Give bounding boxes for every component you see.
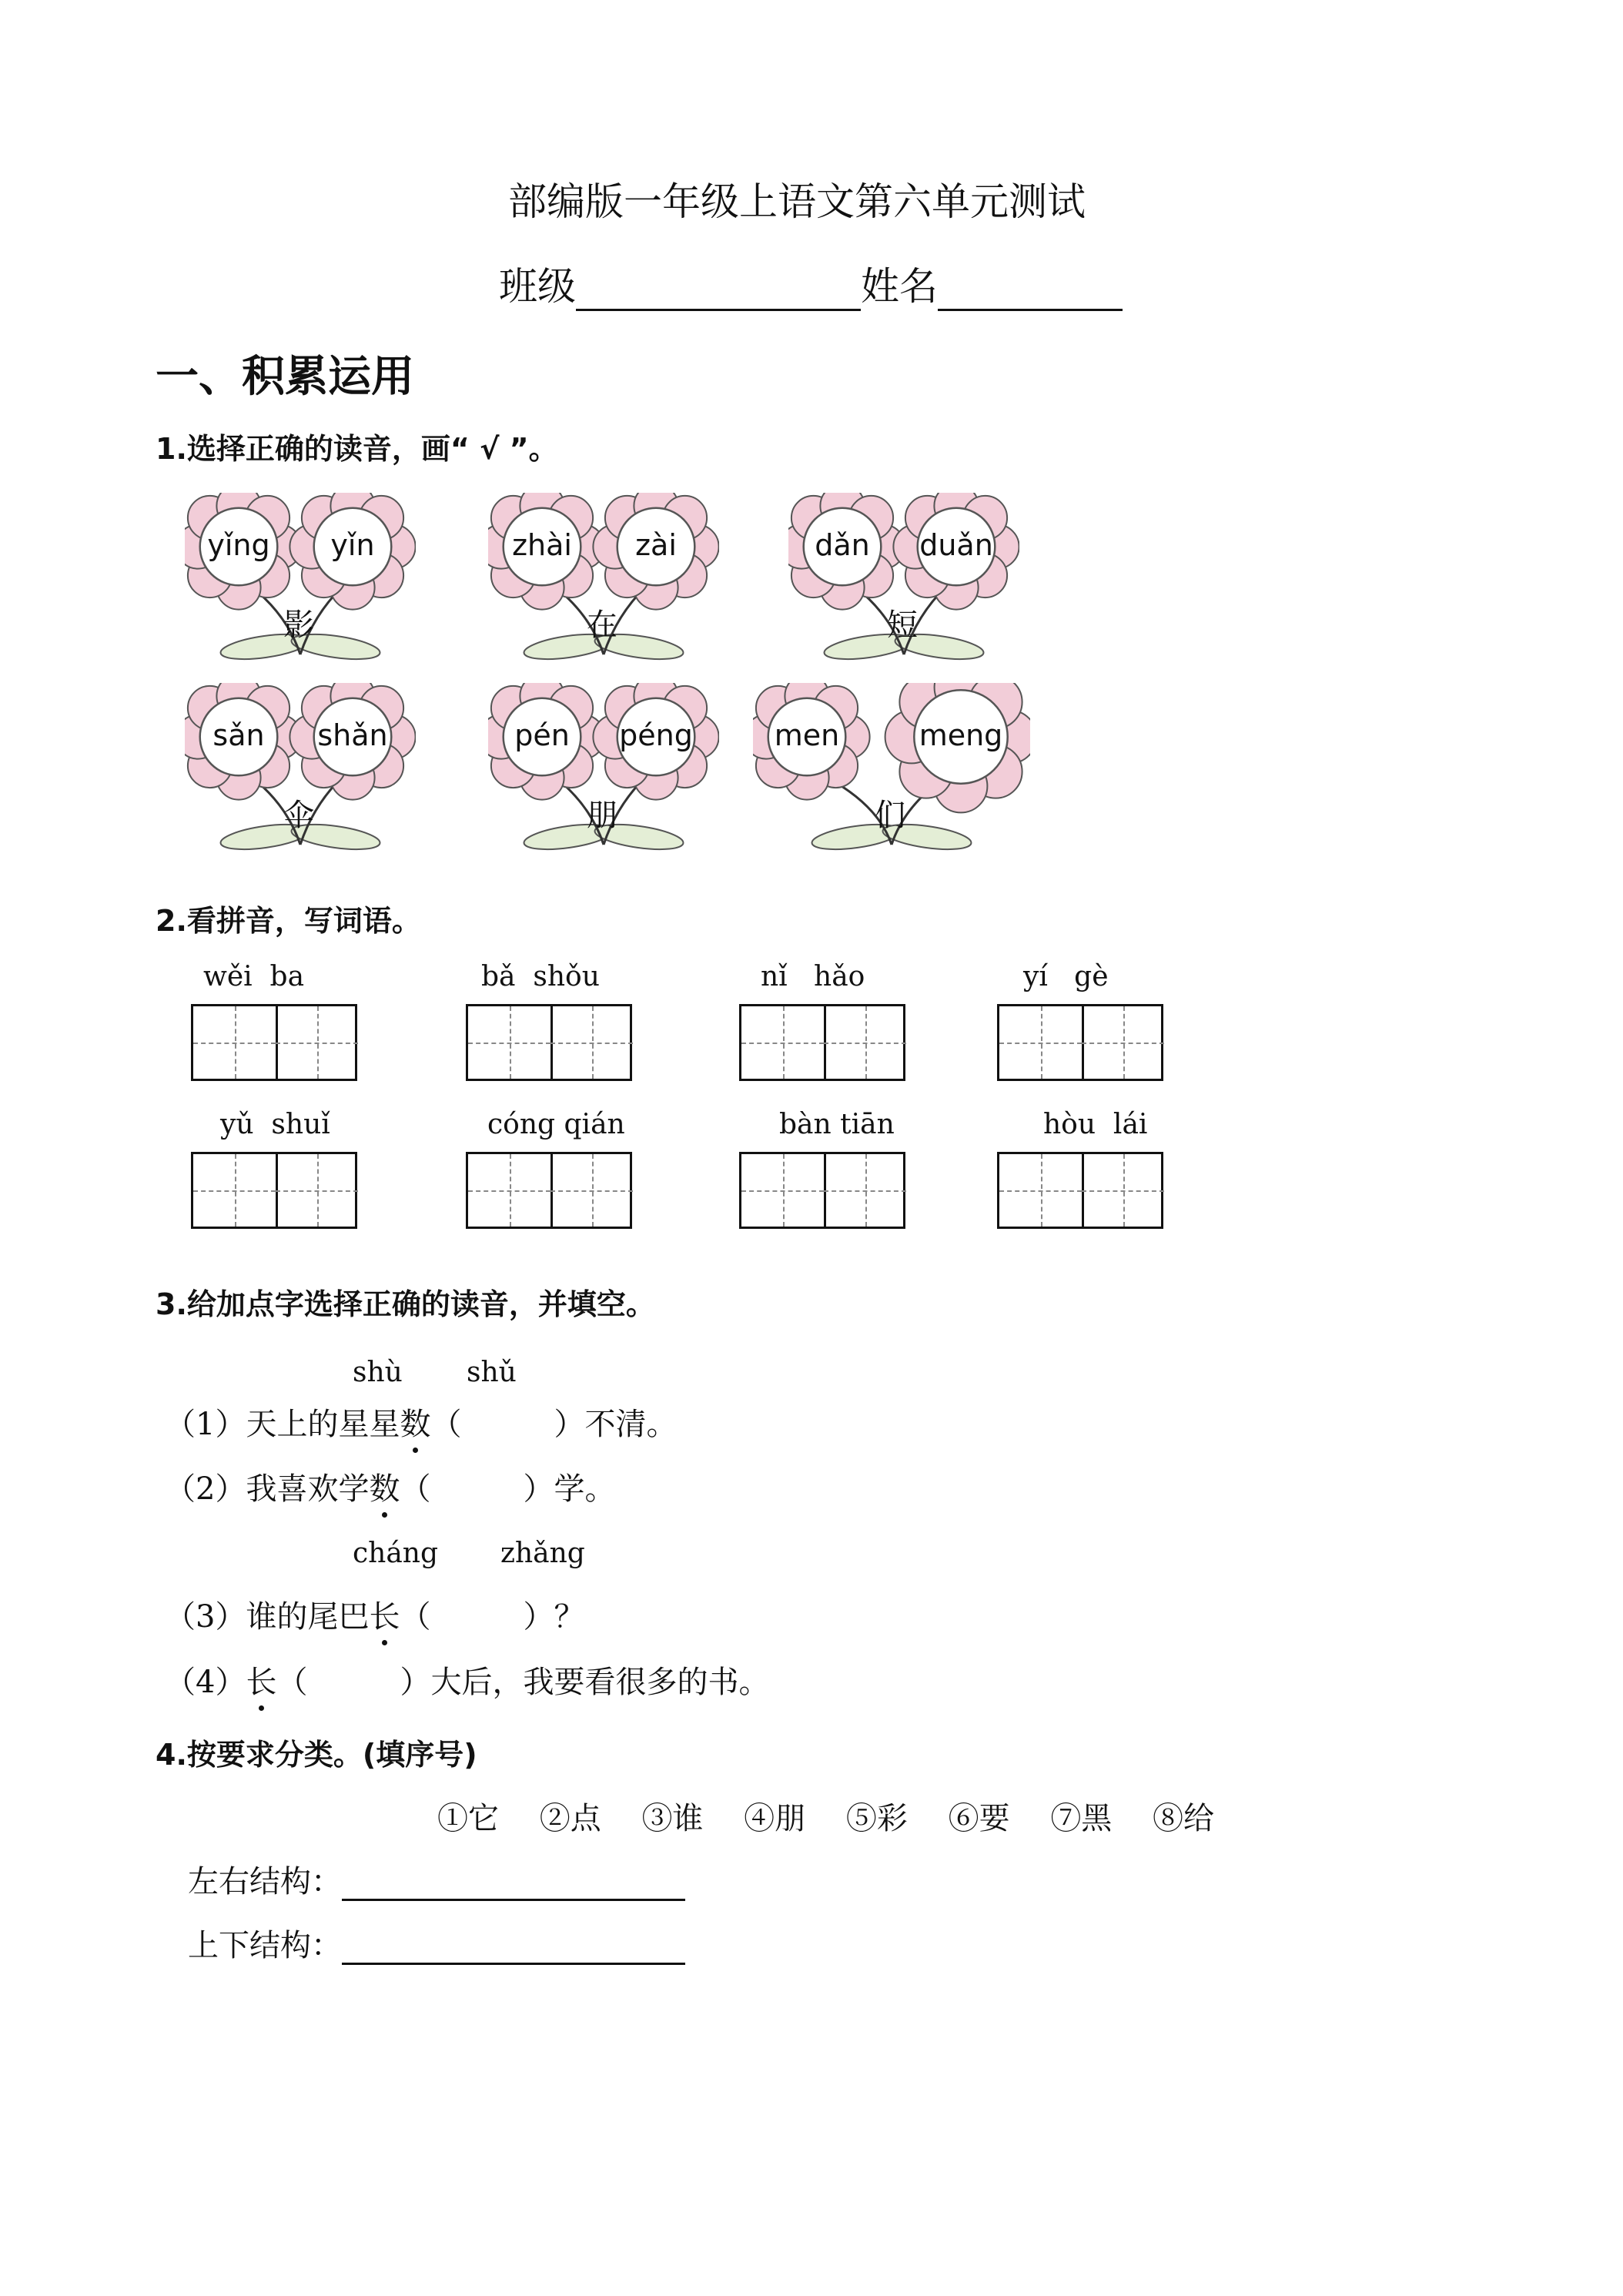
q2-prompt: 2.看拼音，写词语。 bbox=[156, 904, 421, 938]
section-heading: 一、积累运用 bbox=[156, 352, 414, 402]
top-bottom-row bbox=[188, 1921, 685, 1965]
left-right-blank[interactable] bbox=[342, 1865, 685, 1901]
page-title: 部编版一年级上语文第六单元测试 bbox=[508, 179, 1086, 224]
pinyin-choice-right[interactable]: meng bbox=[919, 718, 1003, 752]
writing-grid[interactable] bbox=[739, 1152, 905, 1229]
writing-grid[interactable] bbox=[466, 1004, 632, 1081]
option: ②点 bbox=[539, 1801, 601, 1836]
writing-grid[interactable] bbox=[191, 1152, 357, 1229]
pinyin-choice-left[interactable]: yǐng bbox=[207, 528, 270, 562]
pinyin-label: bǎ shǒu bbox=[481, 961, 600, 992]
pinyin-choice-left[interactable]: sǎn bbox=[212, 718, 265, 752]
pinyin-choice-right[interactable]: yǐn bbox=[330, 528, 375, 562]
pinyin-label: yí gè bbox=[1023, 961, 1109, 992]
pinyin-choice-left[interactable]: men bbox=[774, 718, 840, 752]
top-bottom-blank[interactable] bbox=[342, 1929, 685, 1965]
flower-item bbox=[488, 683, 719, 852]
dotted-char: 数 bbox=[369, 1464, 400, 1508]
answer-blank[interactable]: （ ）大后，我要看很多的书。 bbox=[276, 1665, 770, 1700]
flower-item bbox=[788, 493, 1019, 662]
pinyin-option-shu4: shù bbox=[353, 1357, 403, 1388]
pinyin-choice-right[interactable]: zài bbox=[635, 528, 677, 562]
q4-prompt: 4.按要求分类。(填序号) bbox=[156, 1738, 477, 1772]
option: ③谁 bbox=[641, 1801, 704, 1836]
pinyin-option-chang: cháng bbox=[353, 1538, 439, 1569]
flower-character: 伞 bbox=[283, 798, 314, 833]
pinyin-choice-right[interactable]: shǎn bbox=[317, 718, 388, 752]
flower-character: 朋 bbox=[587, 798, 617, 833]
flower-character: 短 bbox=[887, 607, 918, 643]
sentence-4: （4）长（ ）大后，我要看很多的书。 bbox=[165, 1658, 769, 1702]
writing-grid[interactable] bbox=[466, 1152, 632, 1229]
name-blank[interactable] bbox=[938, 272, 1123, 311]
class-label: 班级 bbox=[499, 264, 576, 309]
dotted-char: 长 bbox=[246, 1658, 276, 1702]
name-label: 姓名 bbox=[861, 264, 938, 309]
pinyin-label: hòu lái bbox=[1043, 1109, 1148, 1140]
answer-blank[interactable]: （ ）？ bbox=[400, 1599, 585, 1635]
class-blank[interactable] bbox=[576, 272, 861, 311]
writing-grid[interactable] bbox=[191, 1004, 357, 1081]
pinyin-label: yǔ shuǐ bbox=[220, 1109, 330, 1140]
top-bottom-label: 上下结构： bbox=[188, 1928, 342, 1963]
flower-item bbox=[753, 683, 1030, 852]
pinyin-option-shu3: shǔ bbox=[467, 1357, 517, 1388]
pinyin-option-zhang: zhǎng bbox=[500, 1538, 585, 1569]
writing-grid[interactable] bbox=[997, 1152, 1163, 1229]
q3-prompt: 3.给加点字选择正确的读音，并填空。 bbox=[156, 1287, 655, 1321]
flower-item bbox=[185, 493, 416, 662]
pinyin-choice-right[interactable]: péng bbox=[619, 718, 693, 752]
flower-character: 在 bbox=[587, 607, 617, 643]
left-right-row bbox=[188, 1857, 685, 1901]
flower-item bbox=[185, 683, 416, 852]
pinyin-choice-left[interactable]: pén bbox=[514, 718, 570, 752]
option: ⑤彩 bbox=[845, 1801, 908, 1836]
sentence-2: （2）我喜欢学数（ ）学。 bbox=[165, 1464, 615, 1508]
class-name-row bbox=[499, 256, 1123, 311]
answer-blank[interactable]: （ ）学。 bbox=[400, 1471, 616, 1507]
option: ⑥要 bbox=[948, 1801, 1010, 1836]
q1-prompt: 1.选择正确的读音，画“ √ ”。 bbox=[156, 432, 558, 466]
writing-grid[interactable] bbox=[997, 1004, 1163, 1081]
flower-item bbox=[488, 493, 719, 662]
pinyin-label: bàn tiān bbox=[779, 1109, 895, 1140]
option: ⑧给 bbox=[1153, 1801, 1215, 1836]
pinyin-choice-right[interactable]: duǎn bbox=[919, 528, 993, 562]
pinyin-label: nǐ hǎo bbox=[761, 961, 865, 992]
sentence-1: （1）天上的星星数（ ）不清。 bbox=[165, 1400, 677, 1444]
pinyin-choice-left[interactable]: zhài bbox=[512, 528, 572, 562]
character-options bbox=[437, 1794, 1245, 1838]
option: ⑦黑 bbox=[1050, 1801, 1113, 1836]
flower-character: 影 bbox=[283, 607, 314, 643]
dotted-char: 长 bbox=[369, 1592, 400, 1636]
sentence-3: （3）谁的尾巴长（ ）？ bbox=[165, 1592, 584, 1636]
left-right-label: 左右结构： bbox=[188, 1864, 342, 1899]
pinyin-choice-left[interactable]: dǎn bbox=[815, 528, 870, 562]
pinyin-label: wěi ba bbox=[203, 961, 305, 992]
pinyin-label: cóng qián bbox=[487, 1109, 625, 1140]
answer-blank[interactable]: （ ）不清。 bbox=[430, 1407, 678, 1442]
flower-character: 们 bbox=[875, 798, 905, 833]
option: ④朋 bbox=[744, 1801, 806, 1836]
dotted-char: 数 bbox=[400, 1400, 430, 1444]
option: ①它 bbox=[437, 1801, 499, 1836]
writing-grid[interactable] bbox=[739, 1004, 905, 1081]
